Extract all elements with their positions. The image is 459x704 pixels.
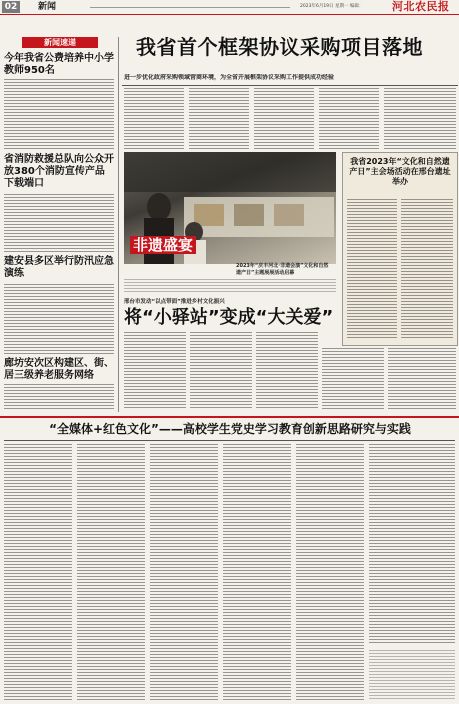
photo-overlay-title: 非遗盛宴 bbox=[130, 236, 196, 254]
news-photo bbox=[124, 152, 336, 264]
bottom-body-col-5 bbox=[296, 444, 364, 700]
sidebar-item-body bbox=[4, 79, 114, 149]
lead-body-col-4 bbox=[319, 88, 379, 150]
story2-body-col-3 bbox=[256, 332, 318, 410]
sidebar-header: 新闻速递 bbox=[22, 37, 98, 48]
feature-headline: 我省2023年“文化和自然遗产日”主会场活动在邢台遗址举办 bbox=[349, 157, 451, 186]
bottom-body-col-1 bbox=[4, 444, 72, 700]
masthead-rule-fill bbox=[90, 7, 290, 8]
bottom-body-col-4 bbox=[223, 444, 291, 700]
dateline: 2023年6月19日 星期一 编辑： bbox=[300, 4, 364, 9]
author-note bbox=[369, 650, 455, 700]
feature-body-col-1 bbox=[347, 199, 397, 339]
story2-headline: 将“小驿站”变成“大关爱” bbox=[124, 307, 334, 328]
lead-subhead: 进一步优化政府采购领域营商环境，为全省开展框架协议采购工作提供成功经验 bbox=[124, 74, 335, 81]
bottom-top-rule bbox=[0, 416, 459, 418]
lead-body-col-5 bbox=[384, 88, 456, 150]
lead-headline: 我省首个框架协议采购项目落地 bbox=[136, 35, 423, 59]
lead-body-col-1 bbox=[124, 88, 184, 150]
sidebar-item-title: 廊坊安次区构建区、街、居三级养老服务网络 bbox=[4, 358, 114, 381]
sidebar-item-body bbox=[4, 284, 114, 354]
paper-name: 河北农民报 bbox=[392, 0, 450, 13]
story2-kicker: 邢台市发动“以点带面”推进乡村文化振兴 bbox=[124, 299, 225, 305]
bottom-headline: “全媒体+红色文化”——高校学生党史学习教育创新思路研究与实践 bbox=[49, 422, 411, 436]
story2-body-col-4 bbox=[322, 348, 384, 410]
story2-body-col-2 bbox=[190, 332, 252, 410]
photo-caption-body bbox=[124, 279, 336, 293]
lead-body-col-2 bbox=[189, 88, 249, 150]
bottom-body-col-3 bbox=[150, 444, 218, 700]
feature-body-col-2 bbox=[401, 199, 453, 339]
sidebar-item-body bbox=[4, 384, 114, 410]
story2-body-col-1 bbox=[124, 332, 186, 410]
sidebar-item-title: 省消防救援总队向公众开放380个消防宣传产品下载端口 bbox=[4, 154, 114, 189]
bottom-body-col-6 bbox=[369, 444, 455, 644]
photo-caption-title: 2023年“庆丰河北·非遗会演”文化和自然遗产日”主题展展活动启幕 bbox=[236, 263, 329, 276]
page-number: 02 bbox=[2, 1, 20, 13]
lead-divider bbox=[122, 85, 458, 86]
masthead bbox=[0, 0, 459, 15]
news-brief-sidebar bbox=[0, 37, 119, 412]
bottom-body-col-2 bbox=[77, 444, 145, 700]
sidebar-item-title: 建安县多区举行防汛应急演练 bbox=[4, 256, 114, 279]
sidebar-item-title: 今年我省公费培养中小学教师950名 bbox=[4, 53, 114, 76]
section-name: 新闻 bbox=[38, 2, 57, 12]
bottom-divider bbox=[4, 440, 455, 441]
lead-body-col-3 bbox=[254, 88, 314, 150]
sidebar-item-body bbox=[4, 194, 114, 252]
story2-body-col-5 bbox=[388, 348, 456, 410]
feature-box bbox=[342, 152, 458, 346]
